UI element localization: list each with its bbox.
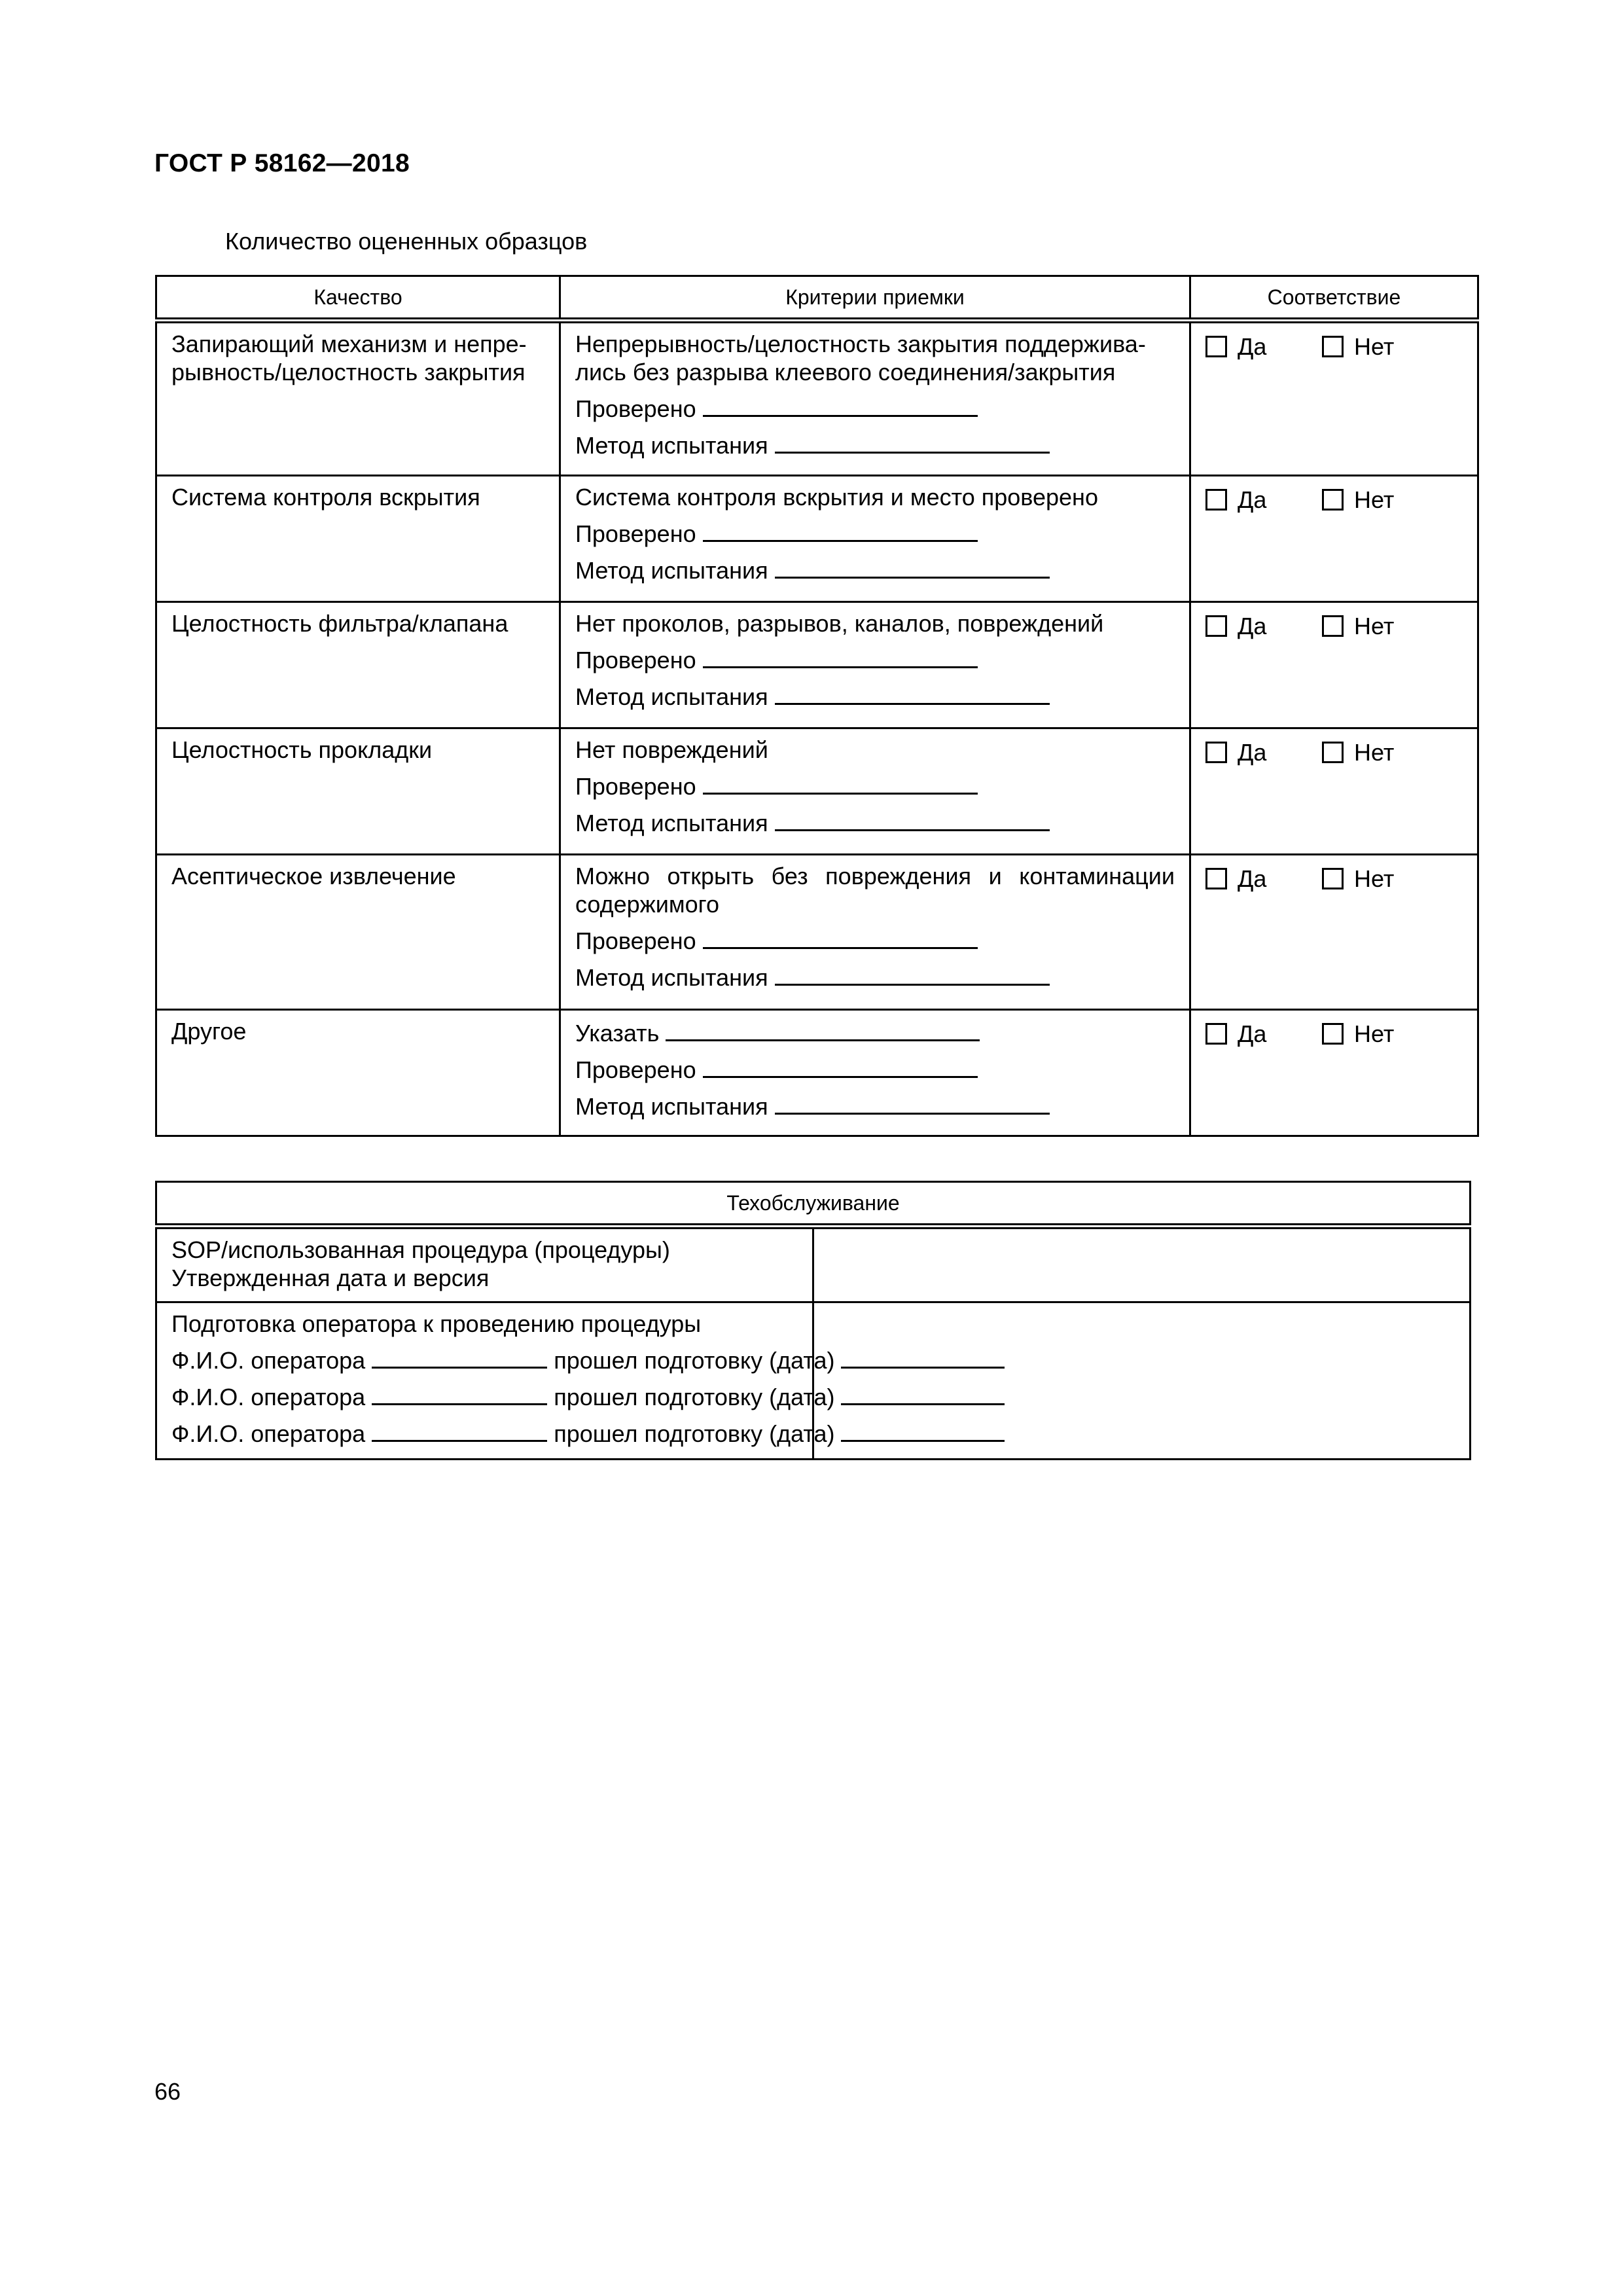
no-checkbox[interactable]	[1322, 489, 1344, 511]
operator-line	[171, 1381, 835, 1411]
operator-label: Ф.И.О. оператора	[171, 1384, 366, 1410]
yes-checkbox[interactable]	[1205, 742, 1227, 763]
checked-line	[575, 644, 1175, 674]
checked-line	[575, 518, 1175, 548]
yes-label: Да	[1238, 865, 1267, 892]
trained-label: прошел подготовку (дата)	[554, 1384, 835, 1410]
checked-line	[575, 1054, 1175, 1084]
criteria-cell	[560, 1010, 1190, 1136]
yes-option[interactable]	[1205, 332, 1322, 361]
approved-date-label: Утвержденная дата и версия	[171, 1265, 490, 1291]
checked-label: Проверено	[575, 395, 696, 422]
method-field[interactable]	[775, 1090, 1050, 1115]
header-compliance: Соответствие	[1190, 276, 1478, 321]
table-row	[156, 1302, 1471, 1460]
no-label: Нет	[1354, 739, 1395, 766]
criteria-text: Нет повреждений	[575, 736, 768, 763]
no-checkbox[interactable]	[1322, 615, 1344, 637]
quality-cell: Целостность фильтра/клапана	[156, 602, 560, 728]
method-line	[575, 429, 1175, 459]
checked-line	[575, 925, 1175, 955]
no-option[interactable]	[1322, 612, 1394, 640]
criteria-text: Можно открыть без повреждения и контаминации содержимого	[575, 863, 1175, 918]
method-line	[575, 807, 1175, 837]
operator-training-cell	[156, 1302, 835, 1460]
service-table	[155, 1181, 1471, 1460]
checked-label: Проверено	[575, 773, 696, 800]
quality-cell: Другое	[156, 1010, 560, 1136]
checked-field[interactable]	[703, 518, 978, 542]
no-label: Нет	[1354, 486, 1395, 513]
method-label: Метод испытания	[575, 683, 768, 710]
criteria-text: Нет проколов, разрывов, каналов, повреждений	[575, 610, 1104, 637]
trained-date-field[interactable]	[841, 1344, 1005, 1369]
criteria-cell	[560, 476, 1190, 602]
specify-label: Указать	[575, 1020, 660, 1047]
no-checkbox[interactable]	[1322, 868, 1344, 889]
method-label: Метод испытания	[575, 964, 768, 991]
no-checkbox[interactable]	[1322, 742, 1344, 763]
yes-option[interactable]	[1205, 865, 1322, 893]
no-label: Нет	[1354, 1020, 1395, 1047]
yes-label: Да	[1238, 486, 1267, 513]
samples-count-label: Количество оцененных образцов	[225, 228, 588, 255]
operator-name-field[interactable]	[372, 1418, 547, 1442]
checked-line	[575, 393, 1175, 423]
yes-checkbox[interactable]	[1205, 1023, 1227, 1045]
trained-label: прошел подготовку (дата)	[554, 1347, 835, 1374]
checked-field[interactable]	[703, 925, 978, 949]
yes-label: Да	[1238, 333, 1267, 360]
no-option[interactable]	[1322, 738, 1394, 766]
no-option[interactable]	[1322, 486, 1394, 514]
document-code: ГОСТ Р 58162—2018	[154, 149, 410, 177]
method-field[interactable]	[775, 807, 1050, 831]
checked-label: Проверено	[575, 1056, 696, 1083]
method-field[interactable]	[775, 961, 1050, 986]
sop-label: SOP/использованная процедура (процедуры)	[171, 1236, 670, 1263]
no-label: Нет	[1354, 613, 1395, 639]
sop-value-cell[interactable]	[813, 1227, 1471, 1302]
yes-label: Да	[1238, 739, 1267, 766]
method-label: Метод испытания	[575, 1093, 768, 1120]
method-line	[575, 554, 1175, 584]
yes-checkbox[interactable]	[1205, 868, 1227, 889]
quality-cell: Система контроля вскрытия	[156, 476, 560, 602]
operator-label: Ф.И.О. оператора	[171, 1420, 366, 1447]
quality-cell: Асептическое извлечение	[156, 855, 560, 1010]
checked-label: Проверено	[575, 927, 696, 954]
table-row	[156, 1010, 1478, 1136]
yes-option[interactable]	[1205, 612, 1322, 640]
operator-line	[171, 1418, 835, 1448]
checked-label: Проверено	[575, 520, 696, 547]
no-checkbox[interactable]	[1322, 336, 1344, 357]
yes-option[interactable]	[1205, 1020, 1322, 1048]
method-line	[575, 961, 1175, 992]
yes-label: Да	[1238, 1020, 1267, 1047]
method-field[interactable]	[775, 554, 1050, 579]
criteria-cell	[560, 855, 1190, 1010]
yes-option[interactable]	[1205, 738, 1322, 766]
yes-checkbox[interactable]	[1205, 336, 1227, 357]
compliance-cell	[1190, 728, 1478, 855]
operator-line	[171, 1344, 835, 1374]
method-line	[575, 681, 1175, 711]
criteria-text: Система контроля вскрытия и место проверено	[575, 484, 1098, 511]
method-line	[575, 1090, 1175, 1121]
table-row	[156, 855, 1478, 1010]
no-option[interactable]	[1322, 865, 1394, 893]
compliance-cell	[1190, 1010, 1478, 1136]
quality-table	[155, 275, 1479, 1137]
page-number: 66	[154, 2078, 181, 2105]
checked-line	[575, 770, 1175, 800]
header-quality: Качество	[156, 276, 560, 321]
yes-checkbox[interactable]	[1205, 615, 1227, 637]
trained-label: прошел подготовку (дата)	[554, 1420, 835, 1447]
table-row	[156, 602, 1478, 728]
checked-field[interactable]	[703, 393, 978, 417]
header-criteria: Критерии приемки	[560, 276, 1190, 321]
operator-name-field[interactable]	[372, 1344, 547, 1369]
compliance-cell	[1190, 602, 1478, 728]
quality-cell: Целостность прокладки	[156, 728, 560, 855]
table-row	[156, 728, 1478, 855]
table-row	[156, 321, 1478, 476]
compliance-cell	[1190, 321, 1478, 476]
criteria-text: лись без разрыва клеевого соединения/закрытия	[575, 359, 1116, 386]
checked-field[interactable]	[703, 770, 978, 795]
yes-checkbox[interactable]	[1205, 489, 1227, 511]
no-option[interactable]	[1322, 332, 1394, 361]
yes-option[interactable]	[1205, 486, 1322, 514]
specify-field[interactable]	[666, 1017, 980, 1041]
specify-line	[575, 1017, 1175, 1047]
compliance-cell	[1190, 855, 1478, 1010]
no-label: Нет	[1354, 865, 1395, 892]
service-header: Техобслуживание	[156, 1182, 1471, 1227]
method-field[interactable]	[775, 429, 1050, 454]
table-row	[156, 476, 1478, 602]
trained-date-field[interactable]	[841, 1418, 1005, 1442]
method-label: Метод испытания	[575, 557, 768, 584]
operator-name-field[interactable]	[372, 1381, 547, 1405]
method-label: Метод испытания	[575, 810, 768, 836]
criteria-cell	[560, 728, 1190, 855]
criteria-text: Непрерывность/целостность закрытия поддержива-	[575, 331, 1146, 357]
quality-cell: Запирающий механизм и непре- рывность/целостность закрытия	[156, 321, 560, 476]
table-row	[156, 1227, 1471, 1302]
no-option[interactable]	[1322, 1020, 1394, 1048]
checked-field[interactable]	[703, 1054, 978, 1078]
sop-cell	[156, 1227, 813, 1302]
method-label: Метод испытания	[575, 432, 768, 459]
trained-date-field[interactable]	[841, 1381, 1005, 1405]
operator-label: Ф.И.О. оператора	[171, 1347, 366, 1374]
yes-label: Да	[1238, 613, 1267, 639]
no-label: Нет	[1354, 333, 1395, 360]
checked-field[interactable]	[703, 644, 978, 668]
criteria-cell	[560, 602, 1190, 728]
method-field[interactable]	[775, 681, 1050, 705]
no-checkbox[interactable]	[1322, 1023, 1344, 1045]
compliance-cell	[1190, 476, 1478, 602]
criteria-cell	[560, 321, 1190, 476]
operator-training-title: Подготовка оператора к проведению процедуры	[171, 1310, 702, 1337]
checked-label: Проверено	[575, 647, 696, 673]
